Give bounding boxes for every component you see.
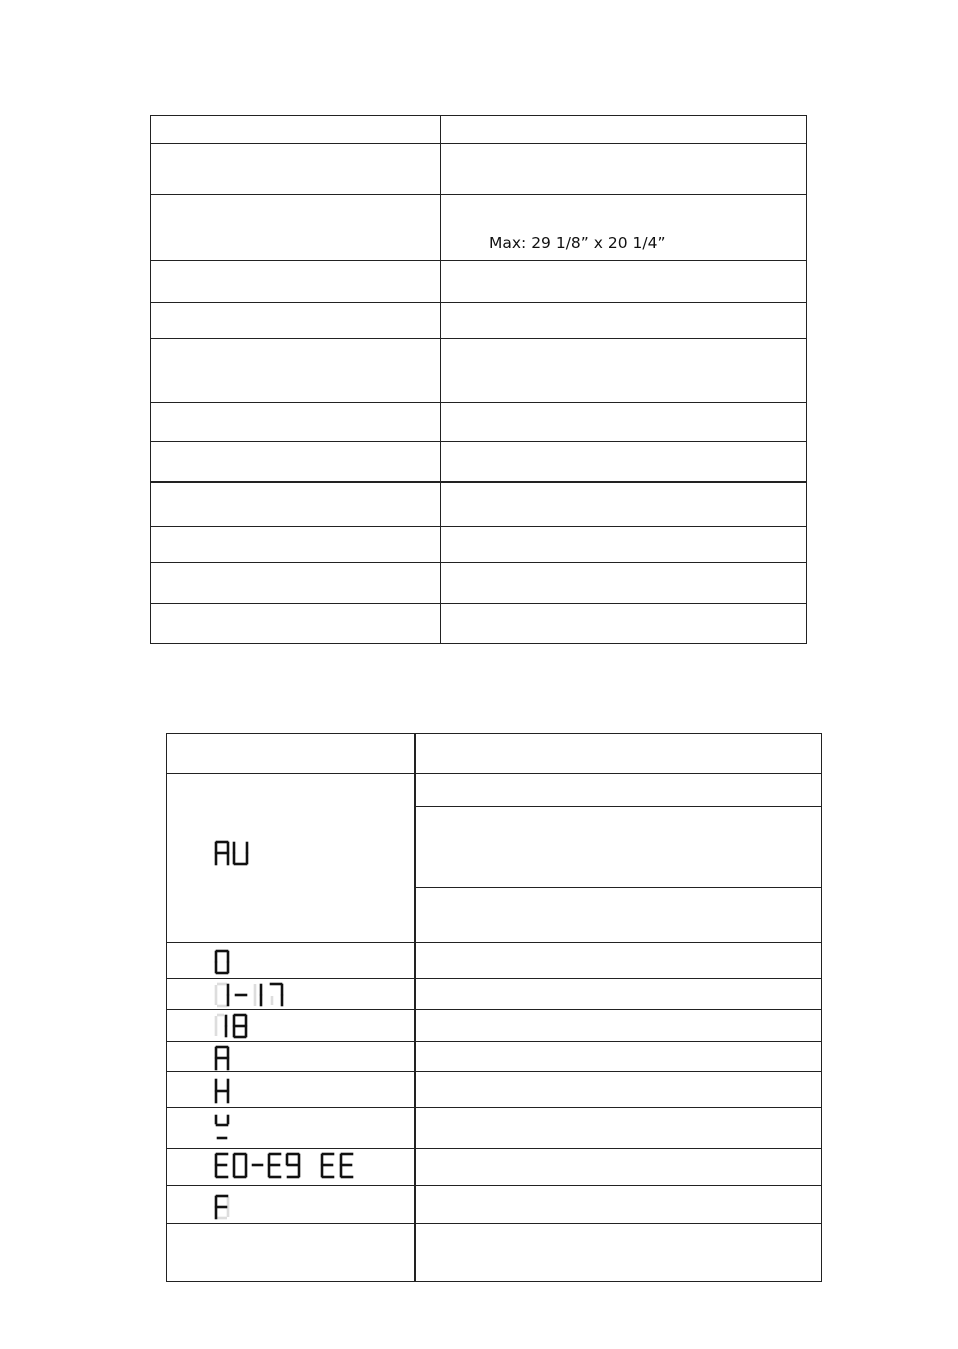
- segment-au-icon: [214, 840, 250, 866]
- spec-row-divider: [150, 562, 807, 563]
- segment-v-icon: [214, 1114, 230, 1142]
- display-code-range: [214, 980, 286, 1008]
- spec-row-divider: [150, 338, 807, 339]
- display-code-a: [214, 1043, 230, 1071]
- display-code-f: [214, 1192, 232, 1220]
- segment-errors-icon: [214, 1152, 358, 1180]
- display-code-h: [214, 1076, 230, 1104]
- display-row-divider: [166, 1071, 822, 1072]
- spec-row-divider: [150, 481, 807, 483]
- display-row-divider: [166, 1041, 822, 1042]
- display-row-divider: [166, 942, 822, 943]
- display-row-divider: [166, 1009, 822, 1010]
- display-subrow-divider: [415, 806, 822, 807]
- display-code-zero: [214, 947, 230, 975]
- spec-row-divider: [150, 194, 807, 195]
- segment-eighteen-icon: [214, 1013, 250, 1039]
- segment-zero-icon: [214, 949, 230, 975]
- display-subrow-divider: [415, 887, 822, 888]
- spec-row-divider: [150, 260, 807, 261]
- spec-row-divider: [150, 143, 807, 144]
- segment-a-icon: [214, 1045, 230, 1071]
- display-row-divider: [166, 1185, 822, 1186]
- display-code-errors: [214, 1152, 358, 1180]
- display-row-divider: [166, 978, 822, 979]
- display-row-divider: [166, 1148, 822, 1149]
- spec-row-divider: [150, 302, 807, 303]
- spec-row-divider: [150, 603, 807, 604]
- spec-row-divider: [150, 441, 807, 442]
- display-code-eighteen: [214, 1011, 250, 1039]
- display-row-divider: [166, 1223, 822, 1224]
- spec-max-size-value: Max: 29 1/8” x 20 1/4”: [489, 234, 666, 252]
- display-code-v: [214, 1114, 230, 1142]
- segment-h-icon: [214, 1078, 230, 1104]
- segment-f-icon: [214, 1194, 232, 1220]
- spec-row-divider: [150, 402, 807, 403]
- display-table-column-divider: [414, 733, 416, 1282]
- display-row-divider: [166, 1107, 822, 1108]
- display-row-divider: [166, 773, 822, 774]
- segment-range-icon: [214, 982, 286, 1008]
- display-code-au: [214, 838, 250, 866]
- spec-row-divider: [150, 526, 807, 527]
